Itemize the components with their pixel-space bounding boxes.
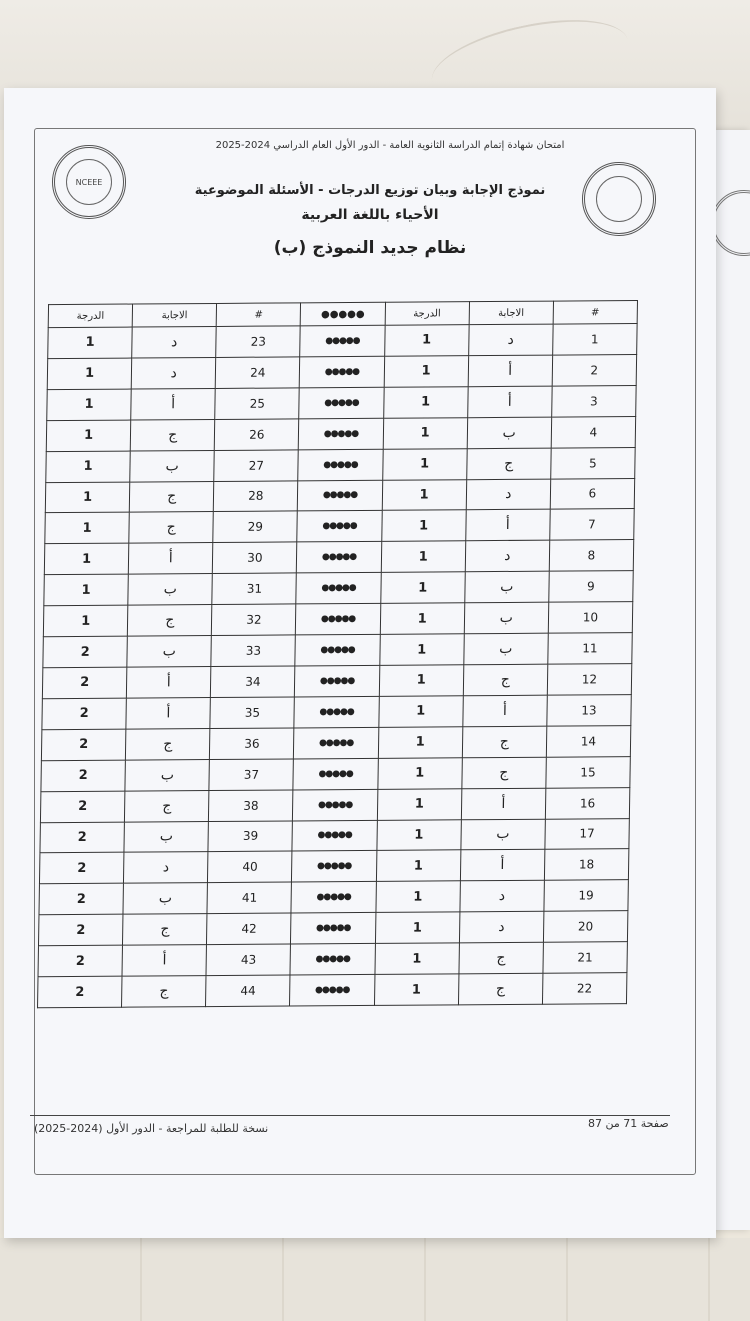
cell-dots: ●●●●● bbox=[292, 851, 377, 883]
left-seal-label: NCEEE bbox=[66, 159, 112, 205]
table-row bbox=[38, 911, 627, 946]
cell-answer-right: أ bbox=[465, 510, 550, 542]
cell-num-left: 29 bbox=[213, 511, 298, 543]
cell-dots: ●●●●● bbox=[296, 573, 381, 605]
header-grade-right: الدرجة bbox=[385, 302, 469, 326]
cell-dots: ●●●●● bbox=[298, 480, 383, 512]
cell-dots: ●●●●● bbox=[297, 542, 382, 574]
cell-grade-right: 1 bbox=[380, 603, 465, 635]
table-row bbox=[46, 447, 635, 482]
cell-grade-left: 2 bbox=[43, 636, 128, 668]
cell-grade-left: 1 bbox=[47, 389, 132, 421]
table-row bbox=[43, 633, 632, 668]
cell-answer-right: د bbox=[468, 324, 553, 356]
cell-dots: ●●●●● bbox=[291, 882, 376, 914]
cell-dots: ●●●●● bbox=[300, 325, 385, 357]
cell-dots: ●●●●● bbox=[293, 758, 378, 790]
cell-answer-right: أ bbox=[463, 695, 548, 727]
footer-divider bbox=[30, 1115, 670, 1116]
cell-answer-left: ج bbox=[129, 512, 214, 544]
cell-answer-left: د bbox=[132, 326, 217, 358]
cell-num-left: 42 bbox=[207, 913, 292, 945]
table-row bbox=[42, 694, 631, 729]
cell-grade-right: 1 bbox=[378, 727, 463, 759]
cell-dots: ●●●●● bbox=[300, 356, 385, 388]
exam-header: امتحان شهادة إتمام الدراسة الثانوية العامة - الدور الأول العام الدراسي 2024-2025 bbox=[215, 140, 565, 151]
cell-answer-right: ج bbox=[463, 664, 548, 696]
cell-grade-left: 2 bbox=[40, 791, 125, 823]
cell-grade-right: 1 bbox=[383, 387, 468, 419]
cell-grade-left: 1 bbox=[45, 513, 130, 545]
cell-num-right: 9 bbox=[549, 571, 634, 603]
cell-answer-right: ب bbox=[467, 417, 552, 449]
cell-grade-right: 1 bbox=[376, 881, 461, 913]
cell-grade-right: 1 bbox=[380, 572, 465, 604]
cell-num-right: 1 bbox=[552, 324, 637, 356]
table-row bbox=[39, 849, 628, 884]
cell-answer-right: أ bbox=[460, 850, 545, 882]
table-row bbox=[40, 818, 629, 853]
table-row bbox=[38, 942, 627, 977]
cell-grade-right: 1 bbox=[379, 665, 464, 697]
cell-num-left: 27 bbox=[214, 450, 299, 482]
header-dots: ●●●●● bbox=[301, 302, 385, 326]
table-row bbox=[41, 725, 630, 760]
cell-grade-right: 1 bbox=[384, 356, 469, 388]
cell-answer-left: د bbox=[131, 357, 216, 389]
table-row bbox=[48, 324, 637, 359]
cell-grade-left: 1 bbox=[44, 543, 129, 575]
table-row bbox=[44, 571, 633, 606]
header-answer-right: الاجابة bbox=[469, 301, 553, 325]
cell-grade-left: 2 bbox=[41, 729, 126, 761]
cell-grade-right: 1 bbox=[376, 850, 461, 882]
table-row bbox=[44, 540, 633, 575]
cell-answer-right: ج bbox=[462, 726, 547, 758]
cell-num-right: 21 bbox=[543, 942, 628, 974]
cell-dots: ●●●●● bbox=[292, 820, 377, 852]
cell-dots: ●●●●● bbox=[291, 913, 376, 945]
cell-grade-left: 2 bbox=[38, 945, 123, 977]
cell-dots: ●●●●● bbox=[290, 974, 375, 1006]
cell-num-right: 10 bbox=[548, 602, 633, 634]
cell-dots: ●●●●● bbox=[299, 387, 384, 419]
cell-dots: ●●●●● bbox=[297, 511, 382, 543]
cell-answer-right: ب bbox=[461, 819, 546, 851]
cell-num-right: 6 bbox=[550, 478, 635, 510]
cell-grade-left: 2 bbox=[39, 883, 124, 915]
cell-num-right: 12 bbox=[547, 664, 632, 696]
answer-table bbox=[37, 300, 638, 1008]
cell-answer-left: ج bbox=[130, 419, 215, 451]
cell-grade-left: 1 bbox=[44, 574, 129, 606]
cell-num-left: 24 bbox=[215, 357, 300, 389]
cell-num-left: 28 bbox=[214, 480, 299, 512]
cell-dots: ●●●●● bbox=[298, 449, 383, 481]
cell-num-left: 35 bbox=[210, 697, 295, 729]
cell-answer-right: ب bbox=[464, 571, 549, 603]
cell-grade-left: 1 bbox=[43, 605, 128, 637]
cell-num-right: 15 bbox=[546, 756, 631, 788]
cell-answer-right: أ bbox=[461, 788, 546, 820]
cell-answer-left: ج bbox=[127, 605, 212, 637]
left-seal-icon bbox=[52, 145, 126, 219]
cell-num-left: 40 bbox=[208, 851, 293, 883]
cell-answer-left: ج bbox=[126, 728, 211, 760]
adjacent-seal-icon bbox=[711, 190, 750, 256]
cell-answer-left: ج bbox=[129, 481, 214, 513]
cell-grade-right: 1 bbox=[382, 479, 467, 511]
cell-num-right: 22 bbox=[542, 973, 627, 1005]
cell-answer-right: ج bbox=[459, 942, 544, 974]
cell-num-right: 2 bbox=[552, 354, 637, 386]
cell-answer-right: ب bbox=[464, 602, 549, 634]
header-answer-left: الاجابة bbox=[132, 303, 216, 327]
header-num-right: # bbox=[553, 301, 638, 325]
cell-grade-left: 1 bbox=[47, 358, 132, 390]
cell-answer-left: ب bbox=[128, 574, 213, 606]
cell-num-right: 19 bbox=[544, 880, 629, 912]
cell-num-right: 8 bbox=[549, 540, 634, 572]
cell-num-right: 5 bbox=[551, 447, 636, 479]
cell-grade-right: 1 bbox=[376, 819, 461, 851]
cell-num-left: 34 bbox=[211, 666, 296, 698]
desk-background-bottom bbox=[0, 1238, 750, 1321]
cell-num-left: 26 bbox=[215, 419, 300, 451]
title-line-2: الأحياء باللغة العربية bbox=[301, 207, 439, 223]
cell-dots: ●●●●● bbox=[293, 789, 378, 821]
title-line-1: نموذج الإجابة وبيان توزيع الدرجات - الأسئلة الموضوعية bbox=[194, 183, 546, 198]
cell-grade-left: 2 bbox=[40, 822, 125, 854]
answer-table-wrapper bbox=[37, 300, 638, 1008]
cell-grade-right: 1 bbox=[383, 417, 468, 449]
cell-grade-right: 1 bbox=[377, 788, 462, 820]
title-line-3: نظام جديد النموذج (ب) bbox=[273, 238, 467, 258]
cell-answer-left: أ bbox=[131, 388, 216, 420]
cell-num-left: 31 bbox=[212, 573, 297, 605]
cell-num-left: 30 bbox=[213, 542, 298, 574]
cell-grade-left: 1 bbox=[45, 482, 130, 514]
cell-grade-right: 1 bbox=[384, 325, 469, 357]
table-row bbox=[47, 354, 636, 389]
cell-grade-left: 2 bbox=[38, 914, 123, 946]
cell-grade-right: 1 bbox=[375, 943, 460, 975]
cell-num-right: 16 bbox=[545, 787, 630, 819]
cell-num-right: 13 bbox=[547, 694, 632, 726]
cell-answer-left: أ bbox=[128, 543, 213, 575]
cell-num-right: 18 bbox=[544, 849, 629, 881]
cell-num-right: 14 bbox=[546, 725, 631, 757]
cell-num-left: 33 bbox=[211, 635, 296, 667]
table-row bbox=[47, 385, 636, 420]
cell-answer-right: د bbox=[459, 911, 544, 943]
footer-page-number: صفحة 71 من 87 bbox=[588, 1117, 669, 1130]
cell-dots: ●●●●● bbox=[294, 696, 379, 728]
cell-grade-right: 1 bbox=[381, 510, 466, 542]
cell-answer-right: ب bbox=[464, 633, 549, 665]
cell-grade-right: 1 bbox=[377, 757, 462, 789]
cell-grade-left: 2 bbox=[41, 760, 126, 792]
cell-num-right: 11 bbox=[548, 633, 633, 665]
cell-num-right: 7 bbox=[550, 509, 635, 541]
cell-num-left: 32 bbox=[212, 604, 297, 636]
cell-grade-left: 2 bbox=[42, 667, 127, 699]
cell-dots: ●●●●● bbox=[296, 603, 381, 635]
cell-grade-left: 1 bbox=[48, 327, 133, 359]
header-grade-left: الدرجة bbox=[48, 304, 132, 328]
cell-num-left: 37 bbox=[209, 759, 294, 791]
cell-answer-right: ج bbox=[462, 757, 547, 789]
cell-answer-left: أ bbox=[127, 666, 212, 698]
right-seal-icon bbox=[582, 162, 656, 236]
cell-num-left: 25 bbox=[215, 388, 300, 420]
cell-num-left: 36 bbox=[210, 728, 295, 760]
table-row bbox=[40, 787, 629, 822]
cell-answer-left: أ bbox=[126, 697, 211, 729]
right-seal-inner bbox=[596, 176, 642, 222]
table-row bbox=[42, 664, 631, 699]
table-row bbox=[39, 880, 628, 915]
footer-edition: نسخة للطلبة للمراجعة - الدور الأول (2024-2025) bbox=[34, 1122, 269, 1135]
table-row bbox=[38, 973, 627, 1008]
cell-num-right: 3 bbox=[552, 385, 637, 417]
cell-dots: ●●●●● bbox=[290, 944, 375, 976]
table-row bbox=[43, 602, 632, 637]
cell-grade-right: 1 bbox=[379, 634, 464, 666]
cell-answer-left: ب bbox=[130, 450, 215, 482]
table-row bbox=[46, 416, 635, 451]
cell-answer-left: د bbox=[124, 852, 209, 884]
cell-grade-right: 1 bbox=[382, 448, 467, 480]
cell-grade-left: 2 bbox=[38, 976, 123, 1008]
cell-grade-left: 1 bbox=[46, 420, 131, 452]
table-row bbox=[41, 756, 630, 791]
cell-num-left: 41 bbox=[207, 882, 292, 914]
table-row bbox=[45, 478, 634, 513]
cell-grade-left: 1 bbox=[46, 451, 131, 483]
cell-grade-right: 1 bbox=[381, 541, 466, 573]
cell-dots: ●●●●● bbox=[295, 634, 380, 666]
cell-answer-left: ج bbox=[125, 790, 210, 822]
cell-answer-right: د bbox=[460, 881, 545, 913]
cell-answer-right: ج bbox=[458, 973, 543, 1005]
cell-grade-right: 1 bbox=[374, 974, 459, 1006]
cell-answer-left: ب bbox=[123, 883, 208, 915]
header-num-left: # bbox=[216, 303, 300, 327]
cell-grade-right: 1 bbox=[375, 912, 460, 944]
cell-answer-left: ج bbox=[123, 914, 208, 946]
cell-grade-right: 1 bbox=[378, 696, 463, 728]
cell-dots: ●●●●● bbox=[299, 418, 384, 450]
cell-answer-right: ج bbox=[466, 448, 551, 480]
cell-grade-left: 2 bbox=[42, 698, 127, 730]
cell-num-right: 17 bbox=[545, 818, 630, 850]
cell-dots: ●●●●● bbox=[295, 665, 380, 697]
table-row bbox=[45, 509, 634, 544]
cell-num-left: 43 bbox=[206, 944, 291, 976]
cell-answer-left: أ bbox=[122, 945, 207, 977]
cell-answer-right: أ bbox=[468, 355, 553, 387]
cell-num-left: 38 bbox=[209, 790, 294, 822]
cell-answer-left: ب bbox=[124, 821, 209, 853]
cell-answer-right: د bbox=[465, 540, 550, 572]
cell-answer-left: ب bbox=[127, 636, 212, 668]
cell-answer-left: ج bbox=[122, 976, 207, 1008]
cell-num-left: 39 bbox=[208, 820, 293, 852]
cell-answer-left: ب bbox=[125, 759, 210, 791]
cell-num-left: 44 bbox=[206, 975, 291, 1007]
cell-num-left: 23 bbox=[216, 326, 301, 358]
cell-dots: ●●●●● bbox=[294, 727, 379, 759]
cell-num-right: 20 bbox=[543, 911, 628, 943]
cell-answer-right: أ bbox=[467, 386, 552, 418]
cell-answer-right: د bbox=[466, 479, 551, 511]
cell-num-right: 4 bbox=[551, 416, 636, 448]
cell-grade-left: 2 bbox=[39, 853, 124, 885]
